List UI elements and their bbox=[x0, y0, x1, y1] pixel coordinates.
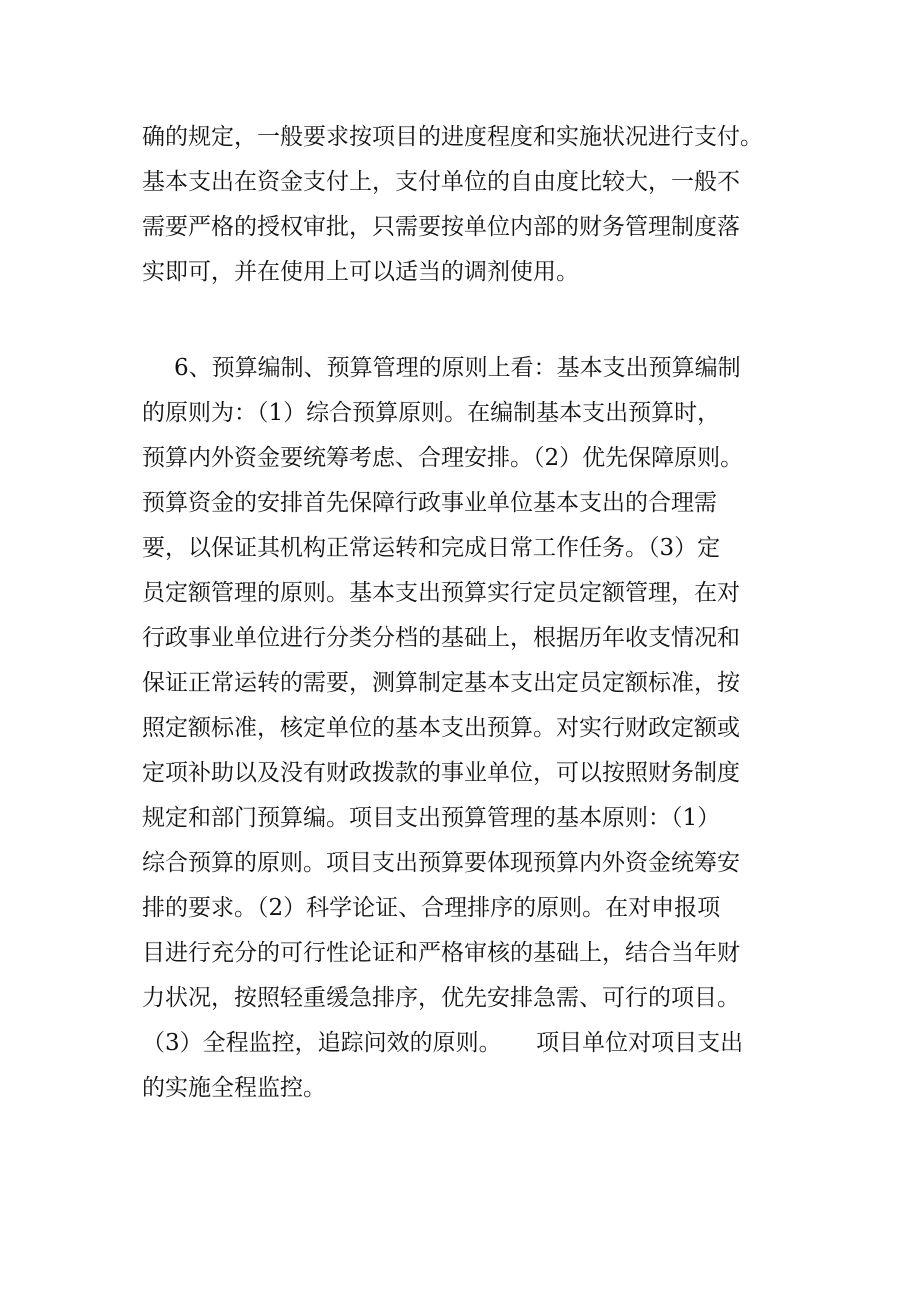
paragraph-line: 6、预算编制、预算管理的原则上看：基本支出预算编制 bbox=[174, 355, 741, 381]
paragraph-line: 综合预算的原则。项目支出预算要体现预算内外资金统筹安 bbox=[142, 850, 740, 876]
paragraph-line: 行政事业单位进行分类分档的基础上，根据历年收支情况和 bbox=[142, 625, 740, 651]
paragraph-1 bbox=[142, 115, 782, 295]
paragraph-line: 排的要求。（2）科学论证、合理排序的原则。在对申报项 bbox=[142, 895, 721, 921]
paragraph-line: （3）全程监控，追踪问效的原则。 项目单位对项目支出 bbox=[142, 1030, 744, 1056]
paragraph-line: 定项补助以及没有财政拨款的事业单位，可以按照财务制度 bbox=[142, 760, 740, 786]
paragraph-line: 的原则为：（1）综合预算原则。在编制基本支出预算时， bbox=[142, 400, 721, 426]
paragraph-2 bbox=[142, 346, 782, 1111]
paragraph-line: 照定额标准，核定单位的基本支出预算。对实行财政定额或 bbox=[142, 715, 740, 741]
paragraph-line: 规定和部门预算编。项目支出预算管理的基本原则：（1） bbox=[142, 805, 721, 831]
paragraph-line: 确的规定，一般要求按项目的进度程度和实施状况进行支付。 bbox=[142, 124, 763, 150]
paragraph-line: 保证正常运转的需要，测算制定基本支出定员定额标准，按 bbox=[142, 670, 740, 696]
paragraph-line: 基本支出在资金支付上，支付单位的自由度比较大，一般不 bbox=[142, 169, 740, 195]
paragraph-line: 目进行充分的可行性论证和严格审核的基础上，结合当年财 bbox=[142, 940, 740, 966]
paragraph-line: 实即可，并在使用上可以适当的调剂使用。 bbox=[142, 259, 579, 285]
paragraph-line: 需要严格的授权审批，只需要按单位内部的财务管理制度落 bbox=[142, 214, 740, 240]
paragraph-line: 的实施全程监控。 bbox=[142, 1075, 326, 1101]
paragraph-line: 预算内外资金要统筹考虑、合理安排。（2）优先保障原则。 bbox=[142, 445, 744, 471]
paragraph-line: 要，以保证其机构正常运转和完成日常工作任务。（3）定 bbox=[142, 535, 721, 561]
paragraph-line: 员定额管理的原则。基本支出预算实行定员定额管理，在对 bbox=[142, 580, 740, 606]
paragraph-line: 力状况，按照轻重缓急排序，优先安排急需、可行的项目。 bbox=[142, 985, 740, 1011]
paragraph-line: 预算资金的安排首先保障行政事业单位基本支出的合理需 bbox=[142, 490, 717, 516]
